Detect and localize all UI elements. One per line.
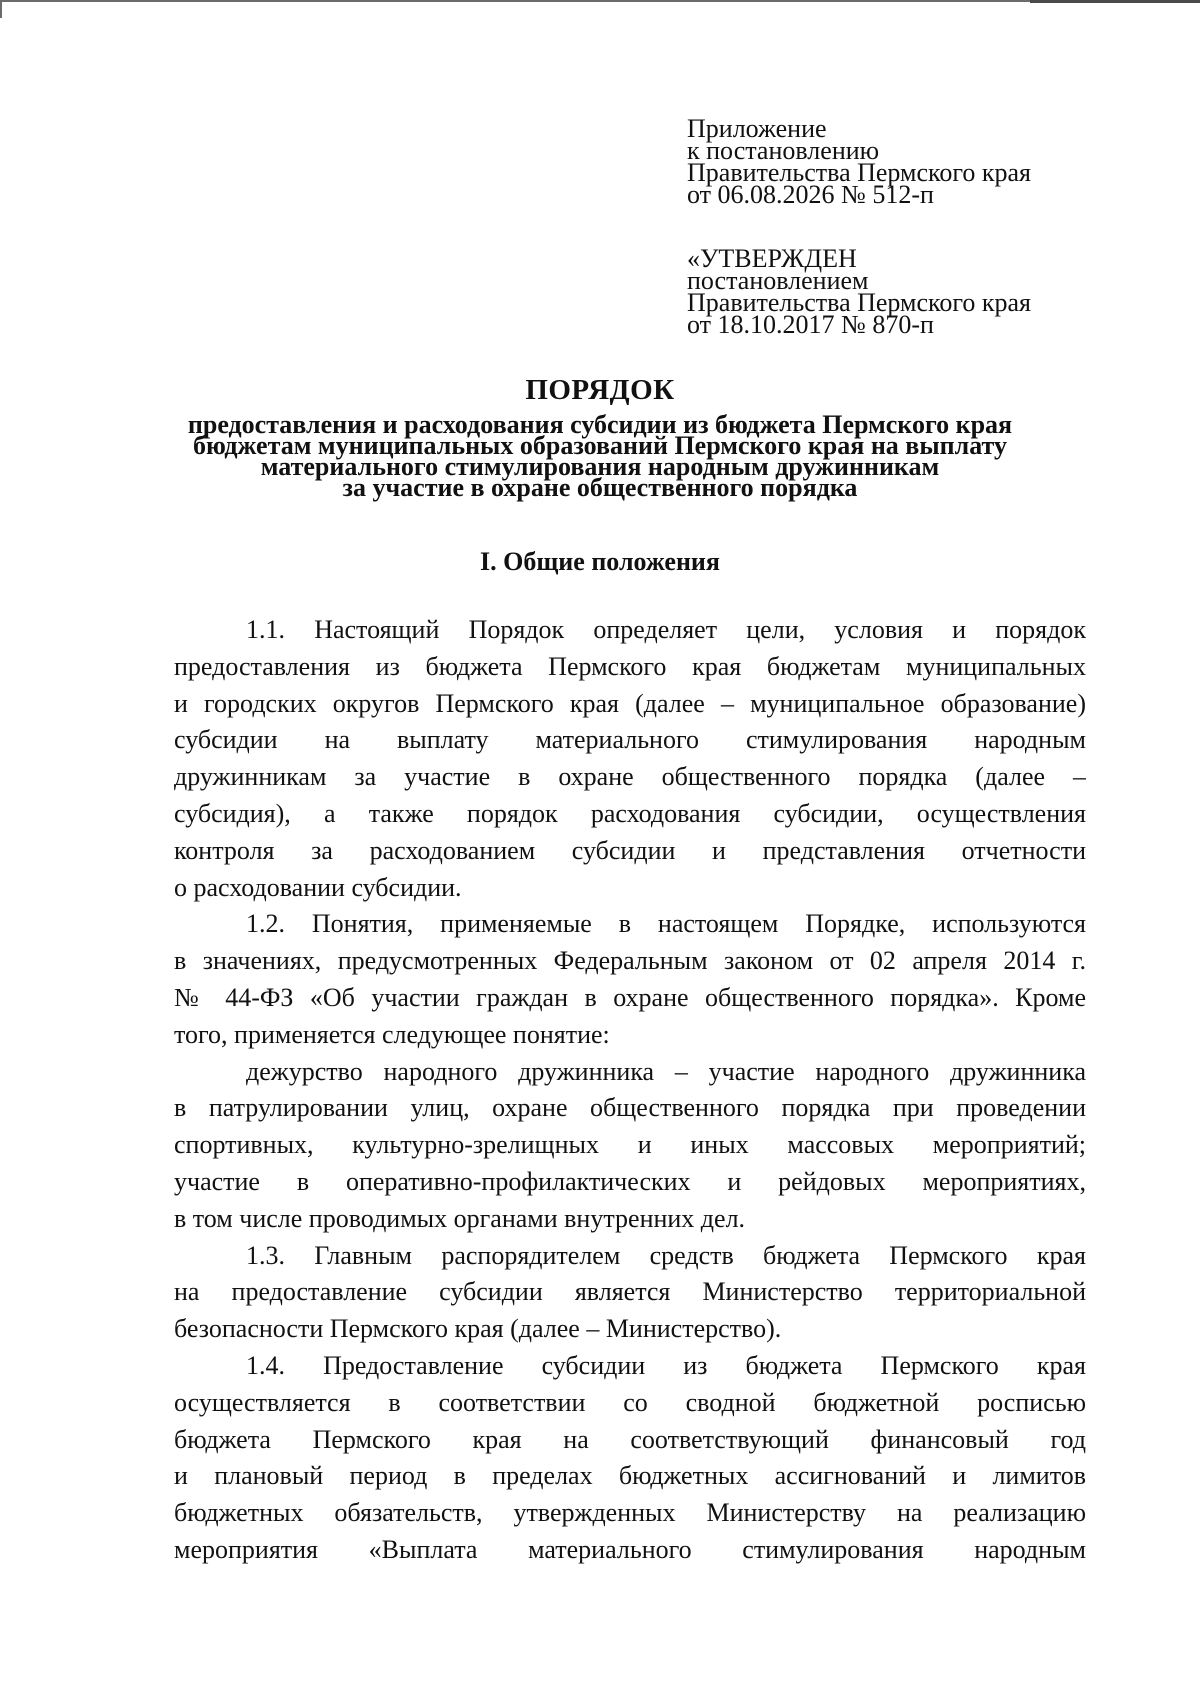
body-line: субсидия), а также порядок расходования субсидии, осуществления [174, 798, 1086, 828]
subtitle-line-4: за участие в охране общественного порядка [342, 473, 858, 502]
body-line: и плановый период в пределах бюджетных ассигнований и лимитов [174, 1461, 1086, 1491]
appendix-header [687, 114, 1107, 209]
approved-line-3: Правительства Пермского края [687, 288, 1031, 317]
body-line: участие в оперативно-профилактических и рейдовых мероприятиях, [174, 1166, 1086, 1196]
body-line: того, применяется следующее понятие: [174, 1019, 610, 1049]
scan-border-left [0, 0, 2, 18]
body-line: на предоставление субсидии является Министерство территориальной [174, 1277, 1086, 1307]
body-line: в значениях, предусмотренных Федеральным законом от 02 апреля 2014 г. [174, 946, 1086, 976]
appendix-line-3: Правительства Пермского края [687, 158, 1031, 187]
appendix-line-4: от 06.08.2026 № 512-п [687, 180, 934, 209]
body-line: 1.3. Главным распорядителем средств бюджета Пермского края [246, 1240, 1086, 1270]
scan-border-top [0, 0, 1200, 2]
section-heading: I. Общие положения [480, 547, 720, 576]
body-line: безопасности Пермского края (далее – Министерство). [174, 1314, 782, 1344]
body-line: и городских округов Пермского края (далее – муниципальное образование) [174, 688, 1086, 718]
body-text [174, 612, 1086, 1569]
body-line: мероприятия «Выплата материального стимулирования народным [174, 1534, 1086, 1564]
body-line: субсидии на выплату материального стимулирования народным [174, 725, 1086, 755]
body-line: бюджетных обязательств, утвержденных Министерству на реализацию [174, 1498, 1086, 1528]
body-line: в том числе проводимых органами внутренних дел. [174, 1203, 746, 1233]
subtitle-line-3: материального стимулирования народным дружинникам [260, 452, 940, 481]
approved-line-1: «УТВЕРЖДЕН [687, 244, 857, 273]
body-line: спортивных, культурно-зрелищных и иных массовых мероприятий; [174, 1130, 1086, 1160]
body-line: 1.2. Понятия, применяемые в настоящем Порядке, используются [246, 909, 1086, 939]
body-line: контроля за расходованием субсидии и представления отчетности [174, 835, 1086, 865]
body-line: бюджета Пермского края на соответствующий финансовый год [174, 1424, 1086, 1454]
appendix-line-2: к постановлению [687, 136, 880, 165]
body-line: 1.1. Настоящий Порядок определяет цели, условия и порядок [246, 615, 1086, 644]
body-line: осуществляется в соответствии со сводной бюджетной росписью [174, 1387, 1086, 1417]
body-line: дружинникам за участие в охране общественного порядка (далее – [174, 762, 1086, 792]
body-line: 1.4. Предоставление субсидии из бюджета Пермского края [246, 1350, 1086, 1380]
subtitle-line-1: предоставления и расходования субсидии из бюджета Пермского края [187, 410, 1013, 439]
approved-header [687, 244, 1107, 339]
body-line: дежурство народного дружинника – участие народного дружинника [246, 1056, 1086, 1086]
approved-line-2: постановлением [687, 266, 869, 295]
body-line: о расходовании субсидии. [174, 872, 462, 902]
document-title: ПОРЯДОК [525, 374, 675, 406]
subtitle-line-2: бюджетам муниципальных образований Пермского края на выплату [193, 431, 1007, 460]
body-line: в патрулировании улиц, охране общественного порядка при проведении [174, 1093, 1086, 1123]
appendix-line-1: Приложение [687, 114, 827, 143]
approved-line-4: от 18.10.2017 № 870-п [687, 310, 934, 339]
scan-border-top-right [1030, 0, 1200, 3]
body-line: предоставления из бюджета Пермского края бюджетам муниципальных [174, 651, 1086, 681]
body-line: № 44-ФЗ «Об участии граждан в охране общественного порядка». Кроме [174, 982, 1086, 1012]
document-subtitle [150, 410, 1050, 502]
